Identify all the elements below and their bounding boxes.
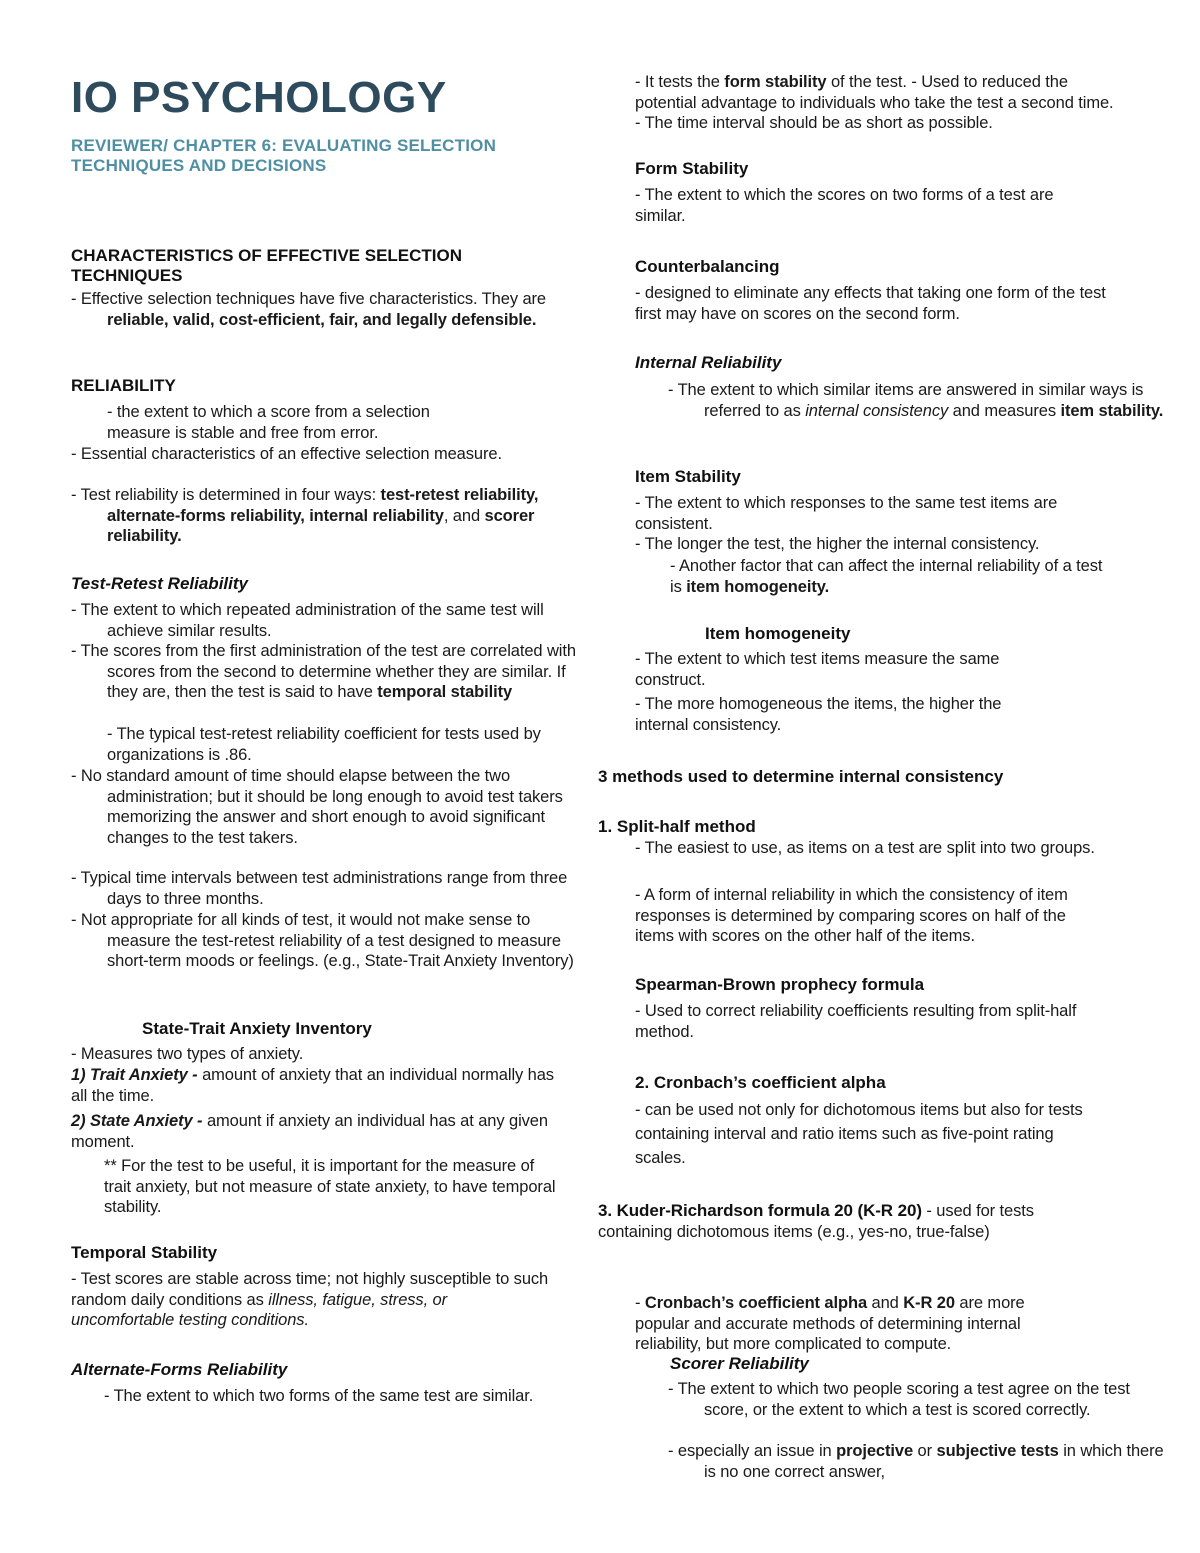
alternate-forms-paragraph: - The extent to which two forms of the same test are similar. xyxy=(104,1387,534,1405)
text-run: amount of anxiety that an individual normally has all the time. xyxy=(71,1066,554,1105)
text-run-bold: temporal stability xyxy=(377,683,513,702)
split-half-paragraph: - A form of internal reliability in which the consistency of item responses is determined by comparing scores on half of the items with scores on the other half of the items. xyxy=(635,886,1068,946)
item-stability-paragraph: - The extent to which responses to the same test items are consistent. xyxy=(635,494,1058,533)
stai-heading: State-Trait Anxiety Inventory xyxy=(142,1019,372,1038)
subtitle-line: TECHNIQUES AND DECISIONS xyxy=(71,156,327,175)
counterbalancing-heading: Counterbalancing xyxy=(635,257,780,276)
text-run-bold: Cronbach’s coefficient alpha xyxy=(644,1294,868,1312)
stai-note: ** For the test to be useful, it is important for the measure of trait anxiety, but not measure of state anxiety, to have temporal stability. xyxy=(104,1157,556,1217)
spearman-brown-paragraph: - Used to correct reliability coefficients resulting from split-half method. xyxy=(635,1002,1077,1041)
temporal-stability-paragraph xyxy=(71,1269,551,1331)
text-run-bold-italic: 1) Trait Anxiety - xyxy=(71,1066,203,1084)
test-retest-paragraph: - The typical test-retest reliability coefficient for tests used by organizations is .86. xyxy=(107,725,541,764)
reliability-paragraph xyxy=(71,485,562,547)
text-run: - It tests the xyxy=(635,73,725,91)
text-run: - The scores from the first administration of the test are correlated with scores from the second to determine whether they are similar. If they are, then the test is said to have xyxy=(71,642,576,702)
text-run-bold: scorer reliability. xyxy=(107,506,535,546)
text-run: amount if anxiety an individual has at any given moment. xyxy=(71,1112,548,1151)
internal-reliability-paragraph xyxy=(668,380,1174,421)
subtitle-line: REVIEWER/ CHAPTER 6: EVALUATING SELECTION xyxy=(71,136,497,155)
characteristics-paragraph xyxy=(71,289,559,330)
text-run-bold-italic: 2) State Anxiety - xyxy=(71,1112,207,1130)
text-run: of the test. - Used to reduced the potential advantage to individuals who take the test a second time. - The time interval should be as short as possible. xyxy=(635,73,1114,133)
reliability-paragraph: - the extent to which a score from a selection measure is stable and free from error. xyxy=(107,403,430,442)
cronbach-heading: 2. Cronbach’s coefficient alpha xyxy=(635,1073,886,1092)
kr20-paragraph xyxy=(598,1201,1068,1242)
characteristics-heading xyxy=(71,246,531,286)
text-run: and xyxy=(867,1294,904,1312)
alternate-forms-heading: Alternate-Forms Reliability xyxy=(71,1360,288,1379)
cronbach-paragraph: - can be used not only for dichotomous items but also for tests containing interval and ratio items such as five-point rating scales. xyxy=(635,1101,1083,1167)
temporal-stability-heading: Temporal Stability xyxy=(71,1243,218,1262)
methods-note xyxy=(635,1293,1075,1355)
text-run: , and xyxy=(443,506,485,525)
heading-line: TECHNIQUES xyxy=(71,266,183,285)
text-run: and measures xyxy=(948,401,1061,420)
scorer-reliability-paragraph xyxy=(668,1441,1169,1482)
page-title: IO PSYCHOLOGY xyxy=(71,73,447,122)
form-stability-heading: Form Stability xyxy=(635,159,749,178)
test-retest-paragraph: - Typical time intervals between test administrations range from three days to three months. xyxy=(71,869,568,908)
alternate-forms-paragraph xyxy=(635,72,1120,134)
test-retest-paragraph: - Not appropriate for all kinds of test, it would not make sense to measure the test-retest reliability of a test designed to measure short-term moods or feelings. (e.g., State-Trait Anxiety Inventory) xyxy=(71,911,574,971)
text-run-italic: illness, fatigue, stress, or uncomfortable testing conditions. xyxy=(71,1290,448,1330)
text-run: - especially an issue in xyxy=(668,1442,837,1460)
form-stability-paragraph: - The extent to which the scores on two forms of a test are similar. xyxy=(635,186,1054,225)
text-run-bold: item stability. xyxy=(1060,401,1164,420)
split-half-heading: 1. Split-half method xyxy=(598,817,756,836)
text-run: - The extent to which similar items are answered in similar ways is referred to as xyxy=(668,381,1144,420)
heading-line: CHARACTERISTICS OF EFFECTIVE SELECTION xyxy=(71,246,463,265)
text-run-italic: internal consistency xyxy=(805,401,949,420)
reliability-heading: RELIABILITY xyxy=(71,376,176,395)
counterbalancing-paragraph: - designed to eliminate any effects that taking one form of the test first may have on scores on the second form. xyxy=(635,284,1106,323)
text-run: - Another factor that can affect the internal reliability of a test is xyxy=(670,557,1103,596)
stai-paragraph xyxy=(71,1111,551,1152)
text-run: - Test scores are stable across time; not highly susceptible to such random daily conditions as xyxy=(71,1270,549,1309)
page-subtitle xyxy=(71,136,551,176)
text-run: - Effective selection techniques have five characteristics. They are xyxy=(71,290,546,308)
item-stability-heading: Item Stability xyxy=(635,467,741,486)
test-retest-paragraph xyxy=(71,641,577,703)
item-homogeneity-paragraph: - The more homogeneous the items, the higher the internal consistency. xyxy=(635,695,1002,734)
stai-paragraph xyxy=(71,1065,566,1106)
spearman-brown-heading: Spearman-Brown prophecy formula xyxy=(635,975,925,994)
text-run: in which there is no one correct answer, xyxy=(704,1442,1164,1481)
item-homogeneity-heading: Item homogeneity xyxy=(705,624,851,643)
text-run: or xyxy=(913,1442,937,1460)
text-run-bold: projective xyxy=(836,1442,914,1460)
text-run-bold: K-R 20 xyxy=(903,1294,955,1312)
item-stability-paragraph: - The longer the test, the higher the internal consistency. xyxy=(635,535,1040,553)
reliability-paragraph: - Essential characteristics of an effective selection measure. xyxy=(71,445,502,463)
stai-paragraph: - Measures two types of anxiety. xyxy=(71,1045,304,1063)
text-run-bold: form stability xyxy=(724,73,827,91)
text-run-bold: item homogeneity. xyxy=(686,577,830,596)
scorer-reliability-heading: Scorer Reliability xyxy=(670,1354,809,1373)
text-run-bold: subjective tests xyxy=(936,1442,1059,1460)
text-run: are more popular and accurate methods of determining internal reliability, but more complicated to compute. xyxy=(635,1294,1025,1354)
test-retest-heading: Test-Retest Reliability xyxy=(71,574,248,593)
text-run: - xyxy=(635,1294,645,1312)
methods-heading: 3 methods used to determine internal consistency xyxy=(598,767,1004,786)
text-run: - used for tests containing dichotomous items (e.g., yes-no, true-false) xyxy=(598,1202,1034,1241)
text-run: - Test reliability is determined in four ways: xyxy=(71,486,381,504)
text-run-bold: reliable, valid, cost-efficient, fair, and legally defensible. xyxy=(107,310,537,329)
kr20-heading: 3. Kuder-Richardson formula 20 (K-R 20) xyxy=(598,1201,922,1220)
test-retest-paragraph: - No standard amount of time should elapse between the two administration; but it should be long enough to avoid test takers memorizing the answer and short enough to avoid significant changes to the test takers. xyxy=(71,767,563,847)
text-run-bold: test-retest reliability, alternate-forms reliability, internal reliability xyxy=(107,486,539,525)
scorer-reliability-paragraph: - The extent to which two people scoring a test agree on the test score, or the extent to which a test is scored correctly. xyxy=(668,1380,1130,1419)
item-stability-paragraph xyxy=(670,556,1110,597)
test-retest-paragraph: - The extent to which repeated administration of the same test will achieve similar results. xyxy=(71,601,544,640)
internal-reliability-heading: Internal Reliability xyxy=(635,353,782,372)
split-half-paragraph: - The easiest to use, as items on a test are split into two groups. xyxy=(635,839,1095,857)
item-homogeneity-paragraph: - The extent to which test items measure the same construct. xyxy=(635,650,1000,689)
